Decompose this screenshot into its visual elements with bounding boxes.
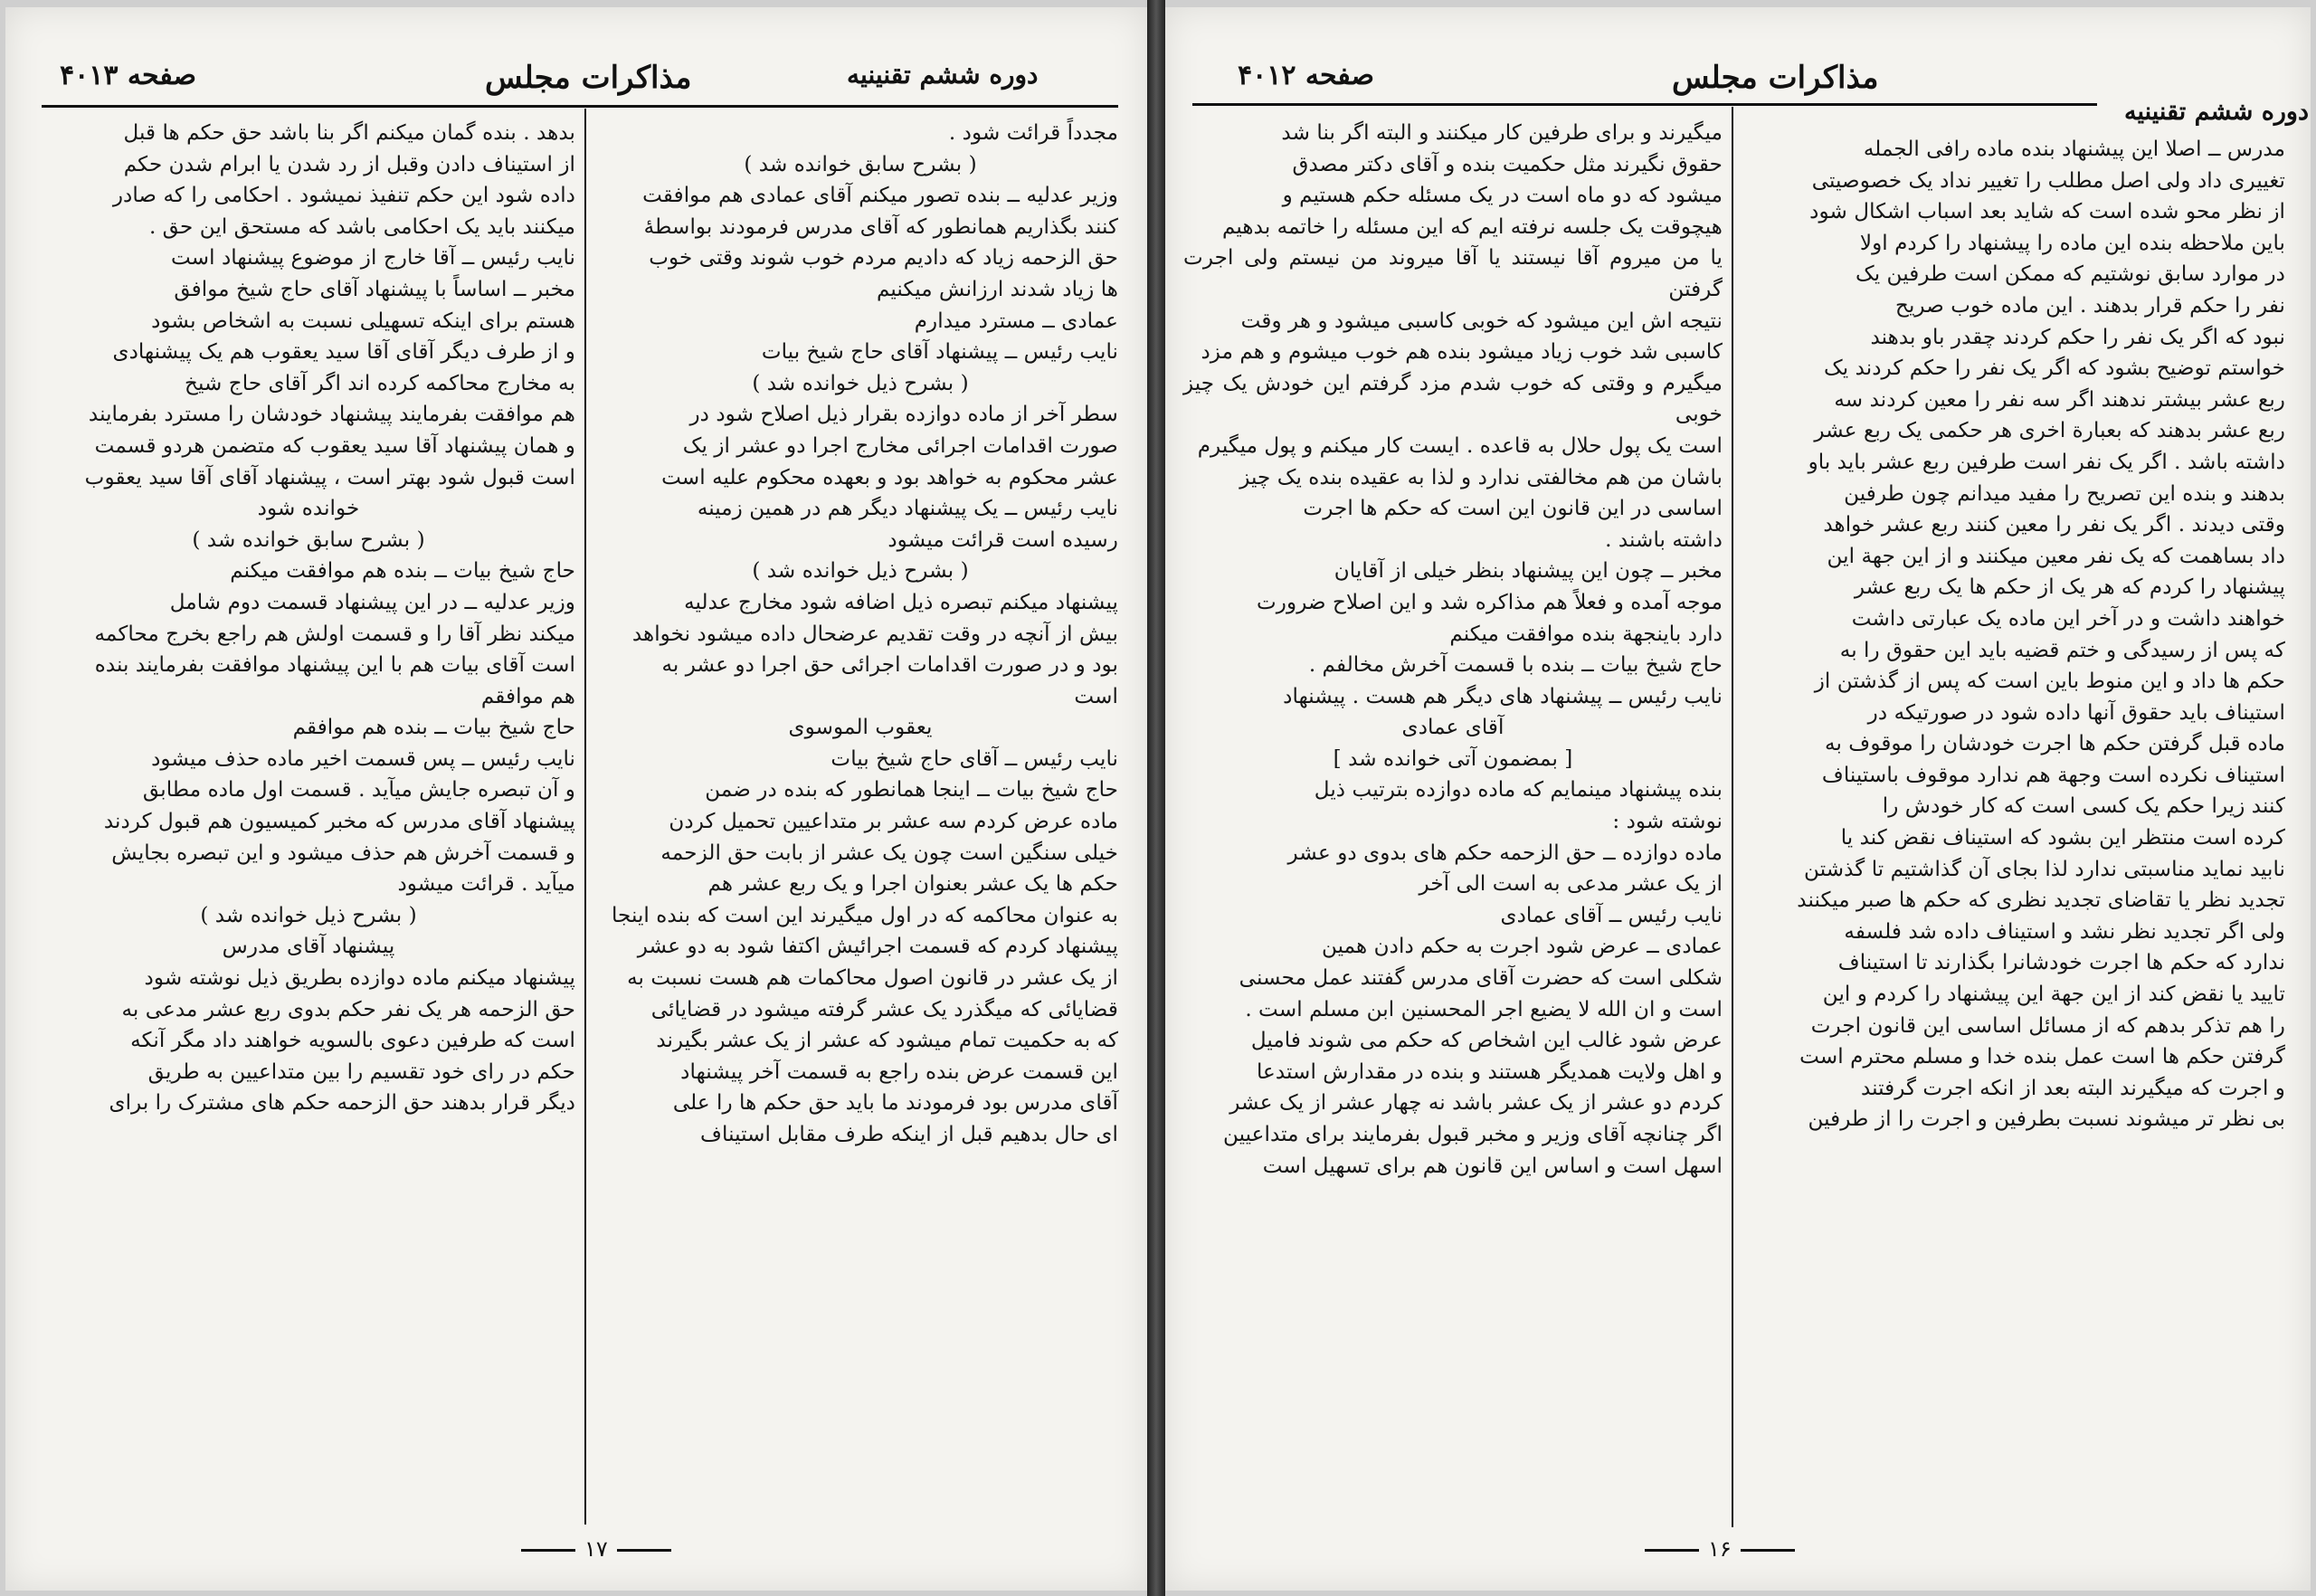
text-line: سطر آخر از ماده دوازده بقرار ذیل اصلاح شود در [689, 402, 1118, 427]
text-line: و از طرف دیگر آقای آقا سید یعقوب هم یک پیشنهادی [112, 339, 575, 365]
text-line: حقوق نگیرند مثل حکمیت بنده و آقای دکتر مصدق [1292, 151, 1723, 176]
text-line: است و ان الله لا یضیع اجر المحسنین ابن مسلم است . [1245, 996, 1723, 1021]
text-line: دیگر قرار بدهند حق الزحمه حکم های مشترک را برای [109, 1090, 575, 1116]
right-header-rule [1192, 103, 2097, 106]
text-line: وزیر عدلیه ــ در این پیشنهاد قسمت دوم شامل [169, 589, 575, 614]
left-page [5, 7, 1147, 1591]
text-line: در موارد سابق نوشتیم که ممکن است طرفین یک [1855, 261, 2285, 287]
text-line: را هم تذکر بدهم که از مسائل اساسی این قانون اجرت [1810, 1012, 2285, 1038]
text-line: استیناف نکرده است وجهة هم ندارد موقوف باستیناف [1821, 762, 2285, 787]
text-line: دارد باینجهة بنده موافقت میکنم [1449, 621, 1723, 646]
text-line: بنده پیشنهاد مینمایم که ماده دوازده بترتیب ذیل [1314, 777, 1723, 803]
text-line: رسیده است قرائت میشود [887, 527, 1118, 552]
text-line: هستم برای اینکه تسهیلی نسبت به اشخاص بشود [151, 308, 575, 333]
text-line: ای حال بدهیم قبل از اینکه طرف مقابل استیناف [700, 1122, 1118, 1146]
text-line: نایب رئیس ــ یک پیشنهاد دیگر هم در همین زمینه [697, 496, 1118, 521]
text-line: یعقوب الموسوی [788, 715, 933, 740]
text-line: مخبر ــ اساساً با پیشنهاد آقای حاج شیخ موافق [174, 276, 575, 301]
text-line: از نظر محو شده است که شاید بعد اسباب اشکال شود [1809, 199, 2285, 224]
text-line: عرض شود غالب این اشخاص که حکم می شوند فامیل [1250, 1028, 1723, 1053]
right-footer-number: ۱۶ [1708, 1536, 1732, 1562]
text-line: و قسمت آخرش هم حذف میشود و این تبصره بجایش [111, 840, 575, 865]
text-line: پیشنهاد آقای مدرس [222, 934, 395, 959]
text-line: اگر چنانچه آقای وزیر و مخبر قبول بفرمایند برای متداعیین [1223, 1122, 1723, 1146]
text-line: وقتی دیدند . اگر یک نفر را معین کنند ربع عشر خواهد [1823, 512, 2285, 537]
text-line: مخبر ــ چون این پیشنهاد بنظر خیلی از آقایان [1334, 558, 1723, 584]
text-line: اسهل است و اساس این قانون هم برای تسهیل است [1262, 1153, 1723, 1178]
text-line: داشته باشند . [1605, 527, 1723, 552]
text-line: حکم ها یک عشر بعنوان اجرا و یک ربع عشر هم [707, 871, 1118, 897]
text-line: میکند نظر آقا را و قسمت اولش هم راجع بخرج محاکمه [94, 621, 575, 646]
text-line: ( بشرح سابق خوانده شد ) [192, 527, 425, 552]
text-line: حکم در رای خود تقسیم را بین متداعیین به طریق [147, 1059, 575, 1084]
left-page-footer [512, 1536, 680, 1562]
text-line: ماده دوازده ــ حق الزحمه حکم های بدوی دو عشر [1287, 840, 1723, 865]
text-line: حاج شیخ بیات ــ بنده با قسمت آخرش مخالفم . [1308, 652, 1723, 678]
text-line: میگیرند و برای طرفین کار میکنند و البته اگر بنا شد [1281, 120, 1723, 145]
text-line: تغییری داد ولی اصل مطلب را تغییر نداد یک خصوصیتی [1811, 167, 2285, 193]
text-line: و همان پیشنهاد آقا سید یعقوب که متضمن هردو قسمت [94, 432, 575, 458]
text-line: آقای عمادی [1401, 715, 1504, 740]
text-line: وزیر عدلیه ــ بنده تصور میکنم آقای عمادی هم موافقت [642, 183, 1118, 208]
left-page-column-inner [603, 118, 1118, 1151]
text-line: است یک پول حلال به قاعده . ایست کار میکنم و پول میگیرم [1197, 432, 1723, 458]
text-line: ( بشرح ذیل خوانده شد ) [200, 902, 417, 927]
text-line: آقای مدرس بود فرمودند ما باید حق حکم ها را علی [672, 1090, 1118, 1116]
text-line: صورت اقدامات اجرائی مخارج اجرا دو عشر از یک [682, 432, 1118, 458]
text-line: عمادی ــ مسترد میدارم [914, 308, 1118, 333]
text-line: پیشنهاد آقای مدرس که مخبر کمیسیون هم قبول کردند [103, 809, 575, 834]
text-line: کنند زیرا حکم یک کسی است که کار خودش را [1882, 793, 2285, 819]
text-line: که پس از رسیدگی و ختم قضیه باید این حقوق را به [1839, 637, 2285, 662]
text-line: نایب رئیس ــ آقای حاج شیخ بیات [831, 746, 1118, 771]
text-line: میگیرم و وقتی که خوب شدم مزد گرفتم این خودش یک چیز خوبی [1183, 370, 1723, 427]
text-line: بود و در صورت اقدامات اجرائی حق اجرا دو عشر به [661, 652, 1118, 678]
text-line: و اجرت که میگیرند البته بعد از انکه اجرت گرفتند [1860, 1075, 2285, 1100]
text-line: نتیجه اش این میشود که خوبی کاسبی میشود و هر وقت [1240, 308, 1723, 333]
text-line: ولی اگر تجدید نظر نشد و استیناف داده شد فلسفه [1844, 918, 2285, 944]
text-line: [ بمضمون آتی خوانده شد ] [1333, 746, 1573, 771]
text-line: از یک عشر در قانون اصول محاکمات هم هست نسبت به [627, 965, 1118, 991]
text-line: گرفتن حکم ها است عمل بنده خدا و مسلم محترم است [1799, 1044, 2285, 1069]
text-line: و آن تبصره جایش میآید . قسمت اول ماده مطابق [142, 777, 575, 803]
text-line: پیشنهاد میکنم تبصره ذیل اضافه شود مخارج عدلیه [684, 589, 1118, 614]
text-line: نابید نماید مناسبتی ندارد لذا بجای آن گذاشتیم تا گذشتن [1804, 856, 2285, 881]
text-line: پیشنهاد میکنم ماده دوازده بطریق ذیل نوشته شود [144, 965, 575, 991]
left-page-title: مذاکرات مجلس [485, 60, 692, 96]
text-line: ( بشرح سابق خوانده شد ) [744, 151, 977, 176]
text-line: خواهند داشت و در آخر این ماده یک عبارتی داشت [1851, 605, 2285, 631]
right-page-session: دوره ششم تقنینیه [2124, 98, 2309, 126]
text-line: به عنوان محاکمه که در اول میگیرند این است که بنده اینجا [611, 902, 1118, 927]
text-line: ماده قبل گرفتن حکم ها اجرت خودشان را موقوف به [1825, 731, 2285, 756]
left-page-number: صفحه ۴۰۱۳ [60, 60, 196, 91]
text-line: حق الزحمه زیاد که دادیم مردم خوب شوند وقتی خوب [649, 245, 1118, 271]
text-line: یا من میروم آقا نیستند یا آقا میروند من نیستم ولی اجرت گرفتن [1183, 245, 1723, 301]
right-column-divider [1732, 107, 1733, 1527]
text-line: ها زیاد شدند ارزانش میکنیم [877, 276, 1118, 301]
text-line: ندارد که حکم ها اجرت خودشانرا بگذارند تا استیناف [1837, 950, 2285, 975]
text-line: داد بساهمت که یک نفر معین میکنند و از این جهة این [1827, 543, 2285, 568]
text-line: حق الزحمه هر یک نفر حکم بدوی ربع عشر مدعی به [121, 996, 575, 1021]
text-line: که به حکمیت تمام میشود که عشر از یک عشر بگیرند [656, 1028, 1118, 1053]
text-line: مجدداً قرائت شود . [948, 120, 1118, 145]
right-page [1165, 7, 2311, 1591]
text-line: تایید یا نقض کند از این جهة این پیشنهاد را کردم و این [1822, 982, 2285, 1007]
text-line: نایب رئیس ــ پیشنهاد آقای حاج شیخ بیات [761, 339, 1118, 365]
text-line: باین ملاحظه بنده این ماده را پیشنهاد را کردم اولا [1859, 230, 2285, 255]
text-line: خیلی سنگین است چون یک عشر از بابت حق الزحمه [660, 840, 1118, 865]
text-line: ماده عرض کردم سه عشر بر متداعیین تحمیل کردن [669, 809, 1118, 834]
text-line: است [1074, 683, 1118, 708]
text-line: تجدید نظر یا تقاضای تجدید نظری که حکم ها صبر میکنند [1797, 888, 2285, 913]
text-line: نبود که اگر یک نفر را حکم کردند چقدر باو بدهند [1870, 324, 2285, 349]
right-page-number: صفحه ۴۰۱۲ [1238, 60, 1374, 91]
right-page-title: مذاکرات مجلس [1672, 60, 1879, 96]
text-line: خواستم توضیح بشود که اگر یک نفر را حکم کردند یک [1824, 356, 2285, 381]
text-line: باشان من هم مخالفتی ندارد و لذا به عقیده بنده یک چیز [1239, 464, 1723, 489]
text-line: داده شود این حکم تنفیذ نمیشود . احکامی را که صادر [112, 183, 575, 208]
left-page-column-outer [42, 118, 575, 1119]
text-line: از یک عشر مدعی به است الی آخر [1419, 871, 1723, 897]
text-line: هیچوقت یک جلسه نرفته ایم که این مسئله را خاتمه بدهیم [1222, 214, 1723, 239]
text-line: ( بشرح ذیل خوانده شد ) [752, 370, 969, 395]
text-line: عشر محکوم به خواهد بود و بعهده محکوم علیه است [661, 464, 1118, 489]
text-line: هم موافقت بفرمایند پیشنهاد خودشان را مسترد بفرمایند [88, 402, 575, 427]
text-line: داشته باشد . اگر یک نفر است طرفین ربع عشر باید باو [1808, 449, 2285, 474]
text-line: موجه آمده و فعلاً هم مذاکره شد و این اصلاح ضرورت [1256, 589, 1723, 614]
text-line: و اهل ولایت همدیگر هستند و بنده در مقدارش استدعا [1256, 1059, 1723, 1084]
text-line: کاسبی شد خوب زیاد میشود بنده هم خوب میشوم و هم مزد [1201, 339, 1723, 365]
right-page-column-inner [1183, 118, 1723, 1182]
text-line: استیناف باید حقوق آنها داده شود در صورتیکه در [1867, 699, 2285, 725]
text-line: هم موافقم [480, 683, 575, 708]
text-line: ربع عشر بدهند که بعبارة اخری هر حکمی یک ربع عشر [1814, 418, 2285, 443]
text-line: نایب رئیس ــ آقای عمادی [1500, 902, 1723, 927]
text-line: بیش از آنچه در وقت تقدیم عرضحال داده میشود نخواهد [631, 621, 1118, 646]
right-page-footer [1636, 1536, 1804, 1562]
text-line: حاج شیخ بیات ــ بنده هم موافقت میکنم [230, 558, 575, 584]
text-line: مدرس ــ اصلا این پیشنهاد بنده ماده رافی الجمله [1863, 137, 2285, 161]
text-line: میکنند باید یک احکامی باشد که مستحق این حق . [148, 214, 575, 239]
text-line: عمادی ــ عرض شود اجرت به حکم دادن همین [1322, 934, 1723, 959]
text-line: ( بشرح ذیل خوانده شد ) [752, 558, 969, 584]
text-line: است آقای بیات هم با این پیشنهاد موافقت بفرمایند بنده [94, 652, 575, 678]
text-line: میآید . قرائت میشود [397, 871, 575, 897]
text-line: کنند بگذاریم همانطور که آقای مدرس فرمودند بواسطهٔ [643, 214, 1118, 239]
text-line: حکم ها داد و این منوط باین است که پس از گذشتن از [1814, 669, 2285, 694]
text-line: اساسی در این قانون این است که حکم ها اجرت [1303, 496, 1723, 521]
text-line: خوانده شود [257, 496, 360, 521]
text-line: کردم دو عشر از یک عشر باشد نه چهار عشر از یک عشر [1229, 1090, 1723, 1116]
text-line: به مخارج محاکمه کرده اند اگر آقای حاج شیخ [185, 370, 575, 395]
text-line: است قبول شود بهتر است ، پیشنهاد آقای آقا سید یعقوب [84, 464, 575, 489]
text-line: نفر را حکم قرار بدهند . این ماده خوب صریح [1895, 292, 2285, 318]
text-line: حاج شیخ بیات ــ بنده هم موافقم [292, 715, 575, 740]
text-line: بی نظر تر میشوند نسبت بطرفین و اجرت را از طرفین [1808, 1107, 2285, 1132]
text-line: حاج شیخ بیات ــ اینجا همانطور که بنده در ضمن [705, 777, 1118, 803]
right-page-column-outer [1746, 134, 2285, 1135]
text-line: پیشنهاد را کردم که هر یک از حکم ها یک ربع عشر [1854, 575, 2285, 600]
left-footer-number: ۱۷ [584, 1536, 608, 1562]
text-line: این قسمت عرض بنده راجع به قسمت آخر پیشنهاد [680, 1059, 1118, 1084]
text-line: نایب رئیس ــ پیشنهاد های دیگر هم هست . پیشنهاد [1283, 683, 1723, 708]
text-line: کرده است منتظر این بشود که استیناف نقض کند یا [1840, 825, 2285, 850]
text-line: میشود که دو ماه است در یک مسئله حکم هستیم و [1282, 183, 1723, 208]
text-line: است که طرفین دعوی بالسویه خواهند داد مگر آنکه [130, 1028, 575, 1053]
text-line: ربع عشر بیشتر ندهند اگر سه نفر را معین کردند سه [1834, 386, 2285, 412]
text-line: نایب رئیس ــ پس قسمت اخیر ماده حذف میشود [151, 746, 575, 771]
text-line: قضایائی که میگذرد یک عشر گرفته میشود در قضایائی [650, 996, 1118, 1021]
text-line: نوشته شود : [1612, 809, 1723, 834]
text-line: بدهند و بنده این تصریح را مفید میدانم چون طرفین [1844, 480, 2285, 506]
left-page-session: دوره ششم تقنینیه [847, 60, 1039, 90]
text-line: پیشنهاد کردم که قسمت اجرائیش اکتفا شود به دو عشر [637, 934, 1118, 959]
left-column-divider [584, 109, 586, 1525]
text-line: از استیناف دادن وقبل از رد شدن یا ابرام شدن حکم [123, 151, 575, 176]
left-header-rule [42, 105, 1118, 108]
text-line: نایب رئیس ــ آقا خارج از موضوع پیشنهاد است [170, 245, 575, 271]
text-line: شکلی است که حضرت آقای مدرس گفتند عمل محسنی [1239, 965, 1723, 991]
text-line: بدهد . بنده گمان میکنم اگر بنا باشد حق حکم ها قبل [123, 120, 575, 145]
book-gutter [1147, 0, 1165, 1596]
